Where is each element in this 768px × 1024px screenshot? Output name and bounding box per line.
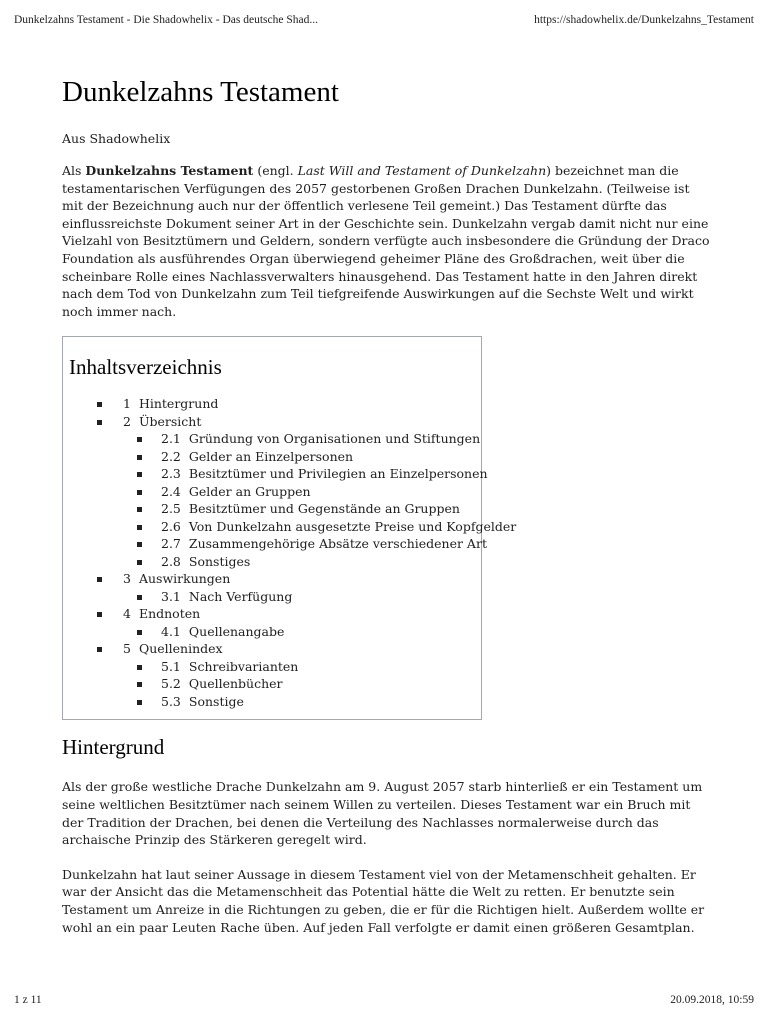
toc-number: 2.4 [161, 483, 181, 499]
toc-number: 2 [123, 413, 131, 429]
toc-label[interactable]: Gründung von Organisationen und Stiftungen [188, 431, 481, 447]
toc-label[interactable]: Sonstige [188, 693, 244, 709]
toc-number: 2.8 [161, 553, 181, 569]
article-content [62, 72, 712, 936]
toc-item[interactable] [69, 448, 475, 466]
toc-item[interactable] [69, 675, 475, 693]
toc-item[interactable] [69, 605, 475, 623]
toc-label[interactable]: Gelder an Gruppen [188, 483, 311, 499]
toc-label[interactable]: Hintergrund [138, 396, 219, 412]
intro-bold-term: Dunkelzahns Testament [85, 163, 254, 178]
toc-label[interactable]: Schreibvarianten [188, 658, 299, 674]
toc-number: 2.3 [161, 466, 181, 482]
toc-item[interactable] [69, 395, 475, 413]
article-subtitle: Aus Shadowhelix [62, 131, 171, 146]
print-datetime: 20.09.2018, 10:59 [670, 994, 754, 1006]
section-paragraph-2: Dunkelzahn hat laut seiner Aussage in diesem Testament viel von der Metamenschheit gehalten. Er war der Ansicht das die Metamenschheit das Potential hätte die Welt zu retten. Er benutzte sein Testament um Anreize in die Richtungen zu geben, die er für die Richtigen hielt. Außerdem wollte er wohl an ein paar Leuten Rache üben. Auf jeden Fall verfolgte er damit einen größeren Gesamtplan. [62, 866, 705, 935]
toc-item[interactable] [69, 500, 475, 518]
toc-list [69, 395, 517, 710]
intro-text-1: Als [62, 163, 86, 178]
toc-label[interactable]: Sonstiges [188, 553, 251, 569]
toc-number: 5.3 [161, 693, 181, 709]
toc-item[interactable] [69, 430, 481, 448]
toc-label[interactable]: Von Dunkelzahn ausgesetzte Preise und Kopfgelder [188, 518, 517, 534]
toc-item[interactable] [69, 535, 487, 553]
toc-label[interactable]: Endnoten [138, 606, 201, 622]
toc-number: 1 [123, 396, 131, 412]
toc-number: 4.1 [161, 623, 181, 639]
toc-label[interactable]: Auswirkungen [138, 571, 231, 587]
toc-number: 2.1 [161, 431, 181, 447]
toc-number: 2.2 [161, 448, 181, 464]
toc-item[interactable] [69, 640, 475, 658]
section-heading-hintergrund: Hintergrund [62, 735, 165, 760]
toc-label[interactable]: Besitztümer und Privilegien an Einzelpersonen [188, 466, 488, 482]
toc-item[interactable] [69, 553, 475, 571]
toc-number: 5 [123, 641, 131, 657]
page-title-header: Dunkelzahns Testament - Die Shadowhelix - Das deutsche Shad... [14, 14, 318, 26]
toc-number: 5.1 [161, 658, 181, 674]
toc-number: 2.6 [161, 518, 181, 534]
toc-item[interactable] [69, 518, 517, 536]
toc-number: 5.2 [161, 676, 181, 692]
intro-italic-term: Last Will and Testament of Dunkelzahn [297, 163, 547, 178]
toc-item[interactable] [69, 570, 475, 588]
page-counter: 1 z 11 [14, 994, 42, 1006]
toc-item[interactable] [69, 483, 475, 501]
toc-item[interactable] [69, 588, 475, 606]
toc-label[interactable]: Quellenindex [138, 641, 223, 657]
table-of-contents [62, 336, 517, 720]
section-paragraph-1: Als der große westliche Drache Dunkelzahn am 9. August 2057 starb hinterließ er ein Testament um seine weltlichen Besitztümer nach seinem Willen zu verteilen. Dieses Testament war ein Bruch mit der Tradition der Drachen, bei denen die Verteilung des Nachlasses normalerweise durch das archaische Prinzip des Stärkeren geregelt wird. [62, 779, 703, 848]
toc-number: 2.5 [161, 501, 181, 517]
intro-text-2: (engl. [253, 163, 298, 178]
toc-item[interactable] [69, 623, 475, 641]
intro-paragraph [62, 162, 712, 320]
toc-item[interactable] [69, 465, 488, 483]
toc-label[interactable]: Nach Verfügung [188, 588, 293, 604]
page-url[interactable]: https://shadowhelix.de/Dunkelzahns_Testament [534, 14, 754, 26]
toc-number: 4 [123, 606, 131, 622]
toc-number: 3.1 [161, 588, 181, 604]
toc-item[interactable] [69, 413, 475, 431]
intro-text-3: ) bezeichnet man die testamentarischen Verfügungen des 2057 gestorbenen Großen Drachen Dunkelzahn. (Teilweise ist mit der Bezeichnung auch nur der öffentlich verlesene Teil gemeint.) Das Testament dürfte das einflussreichste Dokument seiner Art in der Geschichte sein. Dunkelzahn vergab damit nicht nur eine Vielzahl von Besitztümern und Geldern, sondern verfügte auch insbesondere die Gründung der Draco Foundation als ausführendes Organ überwiegend geheimer Pläne des Großdrachen, weit über die scheinbare Rolle eines Nachlassverwalters hinausgehend. Das Testament hatte in den Jahren direkt nach dem Tod von Dunkelzahn zum Teil tiefgreifende Auswirkungen auf die Sechste Welt und wirkt noch immer nach. [62, 163, 710, 319]
toc-label[interactable]: Zusammengehörige Absätze verschiedener Art [188, 536, 487, 552]
toc-label[interactable]: Quellenbücher [188, 676, 283, 692]
toc-label[interactable]: Übersicht [138, 413, 202, 429]
toc-item[interactable] [69, 658, 475, 676]
toc-label[interactable]: Besitztümer und Gegenstände an Gruppen [188, 501, 460, 517]
toc-label[interactable]: Quellenangabe [188, 623, 285, 639]
toc-number: 3 [123, 571, 131, 587]
toc-label[interactable]: Gelder an Einzelpersonen [188, 448, 354, 464]
toc-item[interactable] [69, 693, 475, 711]
toc-title: Inhaltsverzeichnis [69, 355, 222, 380]
toc-number: 2.7 [161, 536, 181, 552]
article-title: Dunkelzahns Testament [62, 76, 339, 108]
